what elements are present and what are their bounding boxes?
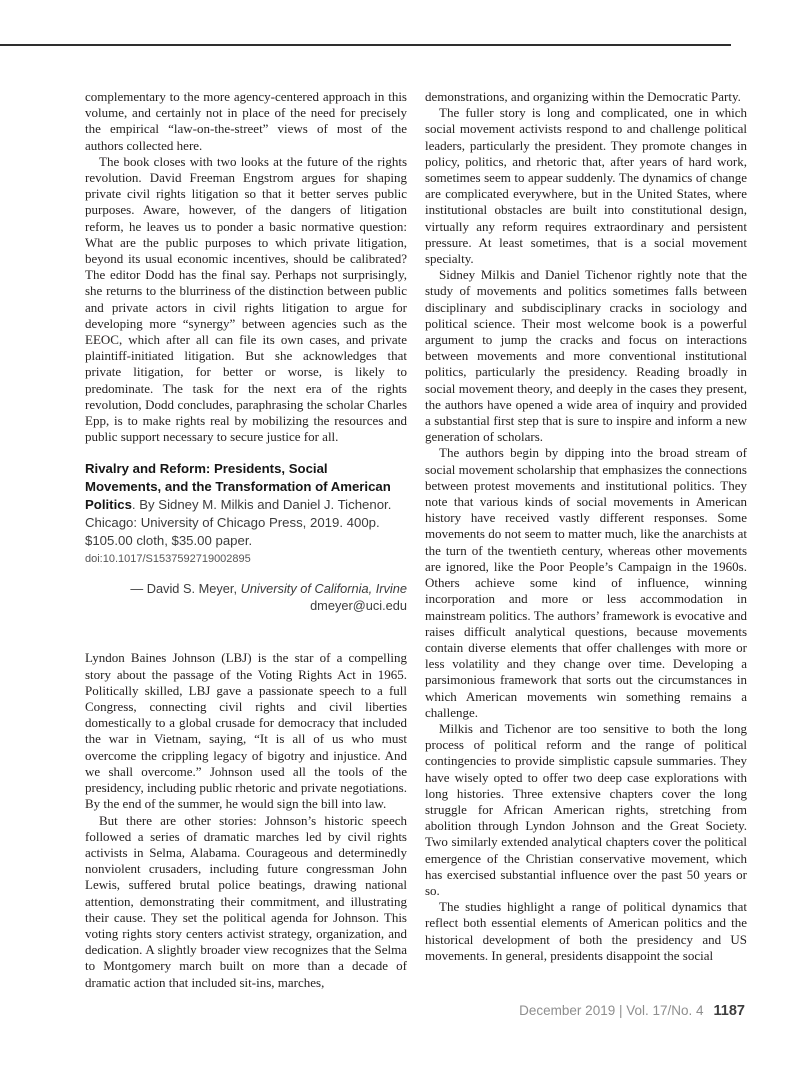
paragraph-continuation: demonstrations, and organizing within the Democratic Party. [425,89,741,104]
doi-line: doi:10.1017/S1537592719002895 [85,553,251,566]
reviewer-name: — David S. Meyer, [130,581,241,597]
reviewer-email: dmeyer@uci.edu [310,598,407,614]
paragraph-fuller-story: The fuller story is long and complicated, one in which social movement activists respond to and challenge political leaders, particularly the president. They promote changes in policy, politics, and rhetoric that, after years of hard work, sometimes seem to appear suddenly. The dynamics of change are complicated everywhere, but in the United States, where institutional obstacles are built into constitutional design, virtually any reform requires extraordinary and persistent pressure. At least sometimes, that is a social movement specialty. [425,105,747,267]
paragraph-milkis-tichenor: Sidney Milkis and Daniel Tichenor rightly note that the study of movements and politics sometimes falls between disciplinary and subdisciplinary cracks in sociology and political science. Their most welcome book is a powerful argument to jump the cracks and focus on interactions between movements and more conventional institutional politics, particularly the presidency. Reading broadly in social movement theory, and deeply in the cases they present, the authors have opened a wide area of inquiry and provided a substantial first step that is sure to inspire and inform a new generation of scholars. [425,267,747,445]
paragraph-lbj: Lyndon Baines Johnson (LBJ) is the star of a compelling story about the passage of the Voting Rights Act in 1965. Politically skilled, LBJ gave a passionate speech to a full Congress, connecting civil rights and civil liberties domestically to a global crusade for democracy that included the war in Vietnam, saying, “It is all of us who must overcome the crippling legacy of bigotry and injustice. And we shall overcome.” Johnson used all the tools of the presidency, including public rhetoric and private negotiations. By the end of the summer, he would sign the bill into law. [85,650,407,812]
page-number: 1187 [713,1003,745,1019]
journal-issue-label: December 2019 | Vol. 17/No. 4 [519,1003,704,1018]
paragraph-authors-begin: The authors begin by dipping into the broad stream of social movement scholarship that emphasizes the connections between protest movements and institutional politics. They note that various kinds of social movements in American history have received vastly different responses. Some movements do not seem to matter much, like the anarchists at the turn of the twentieth century, whereas other movements are ignored, like the Poor People’s Campaign in the 1960s. Others achieve some kind of influence, winning incorporation and more or less accommodation in mainstream politics. The authors’ framework is evocative and raises difficult analytical questions, because movements contain diverse elements that offer challenges with more or less volatility and they change over time. Developing a parsimonious framework that sorts out the circumstances in which American movements win something remains a challenge. [425,445,747,720]
paragraph-review-continuation: complementary to the more agency-centered approach in this volume, and certainly not in place of the need for precisely the empirical “law-on-the-street” views of most of the authors collected here. [85,89,407,153]
paragraph-studies-highlight: The studies highlight a range of political dynamics that reflect both essential elements of American politics and the historical development of both the presidency and US movements. In general, presidents disappoint the social [425,899,747,963]
paragraph-book-closes: The book closes with two looks at the future of the rights revolution. David Freeman Engstrom argues for shaping private civil rights litigation so that it better serves public purposes. Aware, however, of the dangers of litigation reform, he leaves us to ponder a basic normative question: What are the public purposes to which private litigation, beyond its usual economic incentives, should be calibrated? The editor Dodd has the final say. Perhaps not surprisingly, she returns to the blurriness of the distinction between public and private actors in civil rights litigation to argue for developing more “synergy” between agencies such as the EEOC, which after all can file its own cases, and private plaintiff-initiated litigation. But she acknowledges that private litigation, for better or worse, is likely to predominate. The task for the next era of the rights revolution, Dodd concludes, paraphrasing the scholar Charles Epp, is to make rights real by mobilizing the resources and public support necessary to secure justice for all. [85,153,407,445]
paragraph-case-studies: Milkis and Tichenor are too sensitive to both the long process of political reform and the range of political contingencies to provide simplistic capsule summaries. They have wisely opted to offer two deep case explorations with long histories. Three extensive chapters cover the long struggle for African American rights, stretching from abolition through Lyndon Johnson and the Great Society. Two similarly extended analytical chapters cover the political emergence of the Christian conservative movement, which has exercised substantial influence over the past 50 years or so. [425,720,747,898]
paragraph-other-stories: But there are other stories: Johnson’s historic speech followed a series of dramatic marches led by civil rights activists in Selma, Alabama. Courageous and determinedly nonviolent crusaders, including future congressman John Lewis, suffered brutal police beatings, drawing national attention, demonstrating their commitment, and illustrating their cause. They set the political agenda for Johnson. This voting rights story centers activist strategy, organization, and dedication. A slightly broader view recognizes that the Selma to Montgomery march built on more than a decade of dramatic action that included sit-ins, marches, [85,812,407,990]
right-column [425,89,747,991]
reviewer-name-line [85,580,407,597]
page-footer [519,1003,745,1019]
left-column [85,89,407,991]
book-title: Rivalry and Reform: Presidents, Social Movements, and the Transformation of American Politics [85,461,391,513]
two-column-layout [85,89,747,991]
header-rule [0,44,731,46]
reviewer-affiliation: University of California, Irvine [240,581,407,597]
review-citation-header [85,460,407,550]
reviewer-byline [85,580,407,614]
book-citation-details: . By Sidney M. Milkis and Daniel J. Tichenor. Chicago: University of Chicago Press, 2019. 400p. $105.00 cloth, $35.00 paper. [85,497,392,549]
